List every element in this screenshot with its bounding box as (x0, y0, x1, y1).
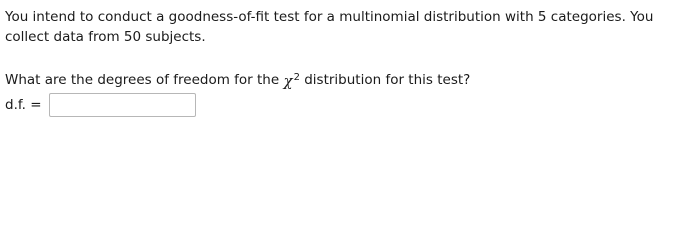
question-text-before: What are the degrees of freedom for the (5, 72, 284, 88)
chi-superscript: 2 (293, 72, 300, 83)
chi-letter: χ (283, 72, 293, 90)
answer-row (5, 91, 196, 119)
question-text-after: distribution for this test? (299, 72, 471, 88)
problem-question (5, 69, 470, 90)
problem-intro: You intend to conduct a goodness-of-fit test for a multinomial distribution with 5 categories. You collect data from 50 subjects. (5, 9, 654, 45)
degrees-of-freedom-label: d.f. = (5, 97, 42, 113)
chi-square-symbol (283, 72, 299, 90)
degrees-of-freedom-input[interactable] (49, 93, 196, 117)
